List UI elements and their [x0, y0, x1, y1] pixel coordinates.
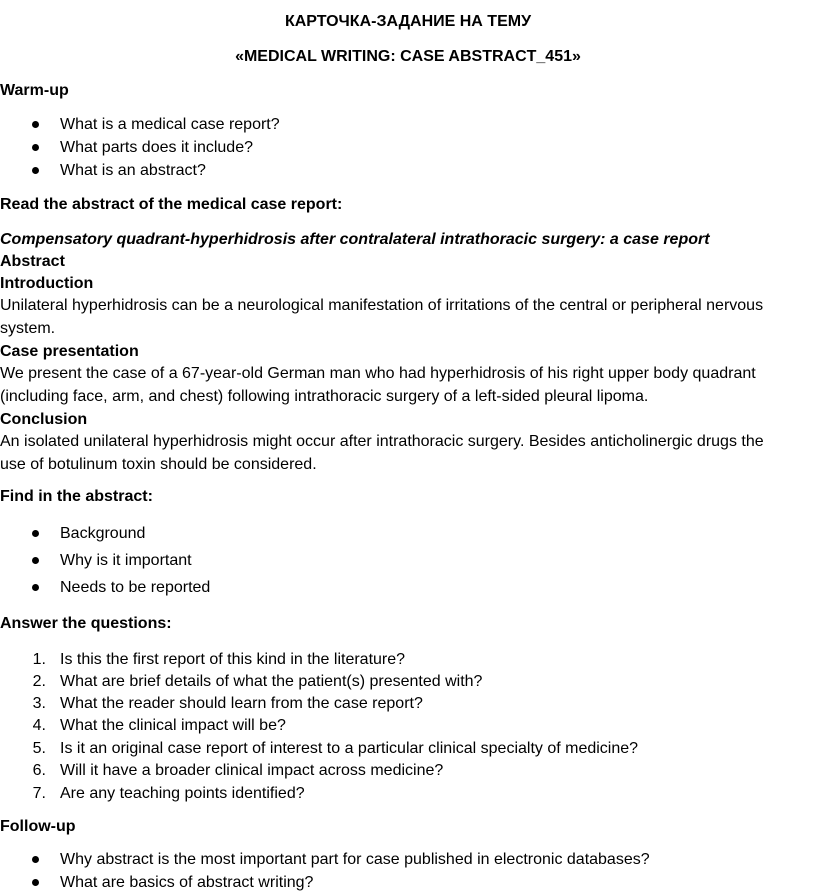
question-number: 5. — [32, 740, 46, 757]
question-item: What the reader should learn from the case report? — [60, 695, 423, 712]
followup-heading: Follow-up — [0, 818, 76, 835]
intro-text-line: Unilateral hyperhidrosis can be a neurological manifestation of irritations of the central or peripheral nervous — [0, 297, 764, 314]
answer-heading: Answer the questions: — [0, 615, 172, 632]
intro-text-line: system. — [0, 320, 56, 337]
question-number: 7. — [32, 785, 46, 802]
conclusion-text-line: use of botulinum toxin should be considered. — [0, 456, 317, 473]
followup-item: What are basics of abstract writing? — [60, 874, 314, 891]
warmup-item: What parts does it include? — [60, 139, 253, 156]
find-item: Background — [60, 525, 146, 542]
bullet-icon — [32, 144, 39, 151]
question-item: What are brief details of what the patient(s) presented with? — [60, 673, 483, 690]
warmup-item: What is a medical case report? — [60, 116, 280, 133]
question-item: Are any teaching points identified? — [60, 785, 305, 802]
question-number: 6. — [32, 762, 46, 779]
warmup-item: What is an abstract? — [60, 162, 206, 179]
intro-label: Introduction — [0, 275, 94, 292]
article-title: Compensatory quadrant-hyperhidrosis after contralateral intrathoracic surgery: a case report — [0, 231, 710, 248]
find-item: Why is it important — [60, 552, 192, 569]
bullet-icon — [32, 856, 39, 863]
question-number: 1. — [32, 651, 46, 668]
question-number: 2. — [32, 673, 46, 690]
bullet-icon — [32, 167, 39, 174]
find-item: Needs to be reported — [60, 579, 211, 596]
bullet-icon — [32, 557, 39, 564]
bullet-icon — [32, 584, 39, 591]
bullet-icon — [32, 530, 39, 537]
case-text-line: We present the case of a 67-year-old German man who had hyperhidrosis of his right upper body quadrant — [0, 365, 756, 382]
bullet-icon — [32, 879, 39, 886]
case-text-line: (including face, arm, and chest) following intrathoracic surgery of a left-sided pleural lipoma. — [0, 388, 649, 405]
case-label: Case presentation — [0, 343, 139, 360]
read-heading: Read the abstract of the medical case report: — [0, 196, 343, 213]
warmup-heading: Warm-up — [0, 82, 69, 99]
page-title: КАРТОЧКА-ЗАДАНИЕ НА ТЕМУ — [284, 13, 532, 30]
question-item: Is this the first report of this kind in the literature? — [60, 651, 406, 668]
question-item: Will it have a broader clinical impact across medicine? — [60, 762, 444, 779]
abstract-label: Abstract — [0, 253, 65, 270]
bullet-icon — [32, 121, 39, 128]
question-item: Is it an original case report of interest to a particular clinical specialty of medicine? — [60, 740, 639, 757]
conclusion-label: Conclusion — [0, 411, 88, 428]
question-number: 3. — [32, 695, 46, 712]
find-heading: Find in the abstract: — [0, 488, 153, 505]
page-subtitle: «MEDICAL WRITING: CASE ABSTRACT_451» — [235, 48, 581, 65]
question-number: 4. — [32, 717, 46, 734]
question-item: What the clinical impact will be? — [60, 717, 286, 734]
followup-item: Why abstract is the most important part for case published in electronic databases? — [60, 851, 650, 868]
conclusion-text-line: An isolated unilateral hyperhidrosis might occur after intrathoracic surgery. Besides anticholinergic drugs the — [0, 433, 764, 450]
